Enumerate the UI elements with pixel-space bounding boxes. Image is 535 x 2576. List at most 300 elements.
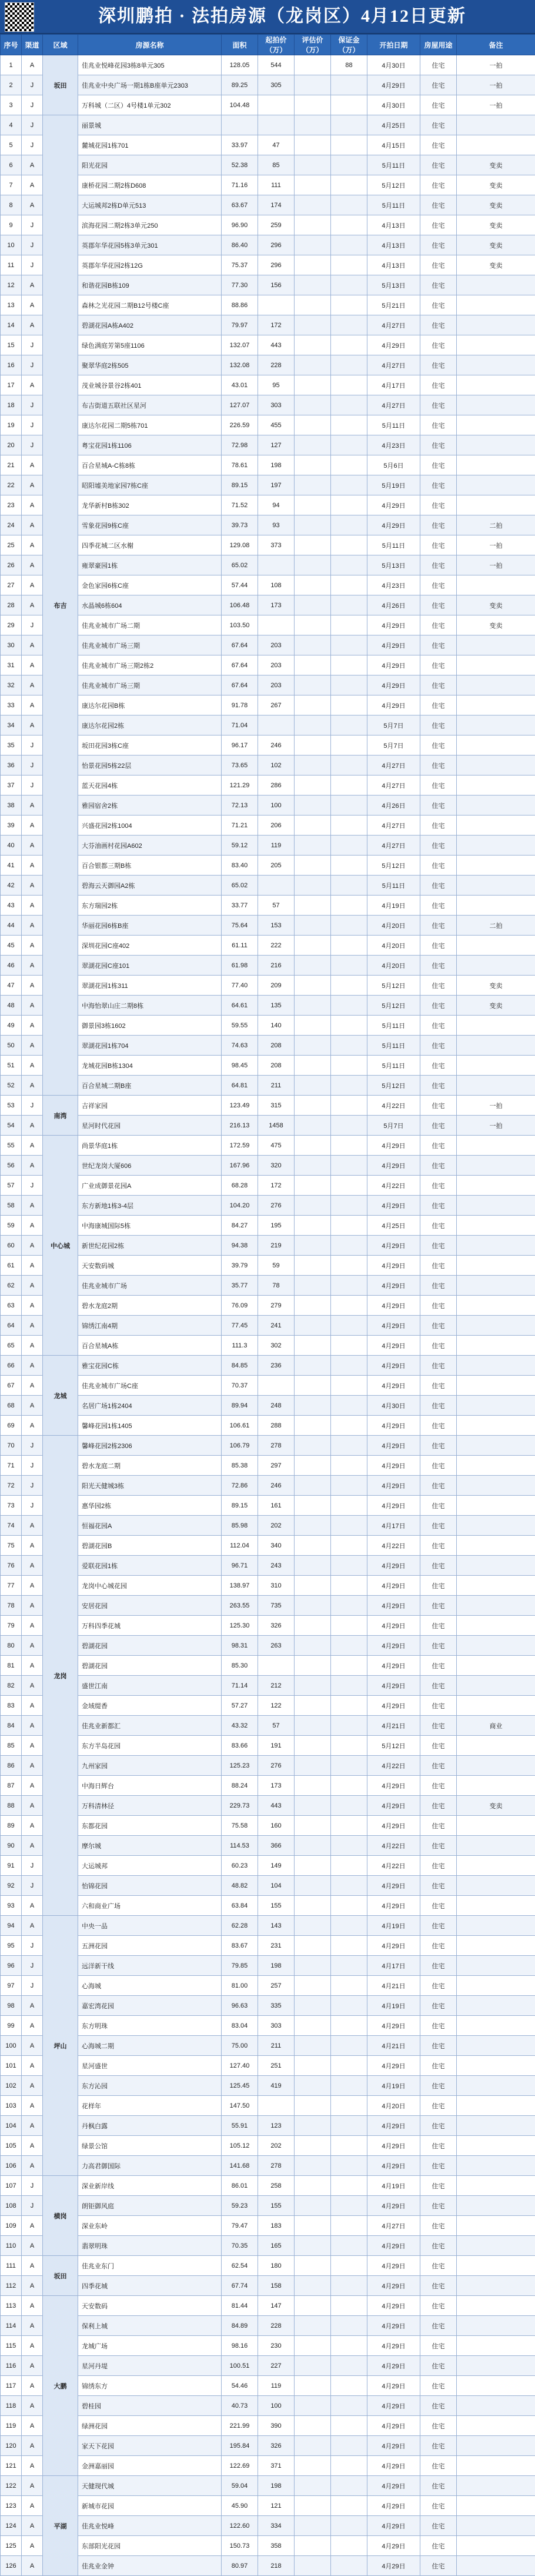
property-use-cell: 住宅 bbox=[420, 2516, 457, 2536]
property-name-cell[interactable]: 盛世江南 bbox=[78, 1676, 222, 1696]
property-use-cell: 住宅 bbox=[420, 1296, 457, 1316]
property-use-cell: 住宅 bbox=[420, 735, 457, 756]
channel-cell: A bbox=[22, 315, 43, 335]
row-index-cell: 47 bbox=[1, 976, 22, 996]
property-name-cell[interactable]: 翠湖花园1栋704 bbox=[78, 1036, 222, 1056]
property-name-cell[interactable]: 佳兆业城市广场C座 bbox=[78, 1376, 222, 1396]
property-name-cell[interactable]: 深业东岭 bbox=[78, 2216, 222, 2236]
property-name-cell[interactable]: 摩尔城 bbox=[78, 1836, 222, 1856]
property-name-cell[interactable]: 深圳花园C座402 bbox=[78, 936, 222, 956]
channel-cell: J bbox=[22, 415, 43, 435]
appraisal-price-cell bbox=[295, 2356, 331, 2376]
auction-date-cell: 4月23日 bbox=[367, 435, 420, 455]
auction-date-cell: 4月20日 bbox=[367, 916, 420, 936]
auction-date-cell: 4月29日 bbox=[367, 1676, 420, 1696]
property-name-cell[interactable]: 吉祥家园 bbox=[78, 1096, 222, 1116]
property-name-cell[interactable]: 金色家园6栋C座 bbox=[78, 575, 222, 595]
appraisal-price-cell bbox=[295, 2556, 331, 2576]
starting-price-cell: 205 bbox=[258, 856, 295, 876]
deposit-cell bbox=[331, 2316, 367, 2336]
area-cell: 105.12 bbox=[222, 2136, 258, 2156]
row-index-cell: 91 bbox=[1, 1856, 22, 1876]
deposit-cell bbox=[331, 1116, 367, 1136]
remark-cell: 一拍 bbox=[457, 95, 535, 115]
property-name-cell[interactable]: 聚翠华庭2栋505 bbox=[78, 355, 222, 375]
property-name-cell[interactable]: 佳兆业城市广场三期 bbox=[78, 675, 222, 695]
table-row bbox=[1, 2536, 535, 2556]
property-name-cell[interactable]: 龙城广场 bbox=[78, 2336, 222, 2356]
property-name-cell[interactable]: 龙岗中心城花园 bbox=[78, 1576, 222, 1596]
property-name-cell[interactable]: 丹枫白露 bbox=[78, 2116, 222, 2136]
remark-cell bbox=[457, 816, 535, 836]
channel-cell: J bbox=[22, 1096, 43, 1116]
property-name-cell[interactable]: 广业成御景花园A bbox=[78, 1176, 222, 1196]
auction-date-cell: 4月29日 bbox=[367, 1936, 420, 1956]
auction-date-cell: 4月27日 bbox=[367, 315, 420, 335]
auction-date-cell: 5月11日 bbox=[367, 195, 420, 215]
property-name-cell[interactable]: 朗钜御风庭 bbox=[78, 2196, 222, 2216]
auction-date-cell: 5月11日 bbox=[367, 876, 420, 896]
property-name-cell[interactable]: 世纪龙岗大厦606 bbox=[78, 1156, 222, 1176]
property-name-cell[interactable]: 雪象花园9栋C座 bbox=[78, 515, 222, 535]
channel-cell: A bbox=[22, 2456, 43, 2476]
property-name-cell[interactable]: 佳兆业悦峰花园3栋8单元305 bbox=[78, 55, 222, 75]
deposit-cell bbox=[331, 1356, 367, 1376]
property-name-cell[interactable]: 深业新岸线 bbox=[78, 2176, 222, 2196]
property-name-cell[interactable]: 昭阳墟美地家园7栋C座 bbox=[78, 475, 222, 495]
remark-cell bbox=[457, 1016, 535, 1036]
starting-price-cell: 297 bbox=[258, 1456, 295, 1476]
row-index-cell: 60 bbox=[1, 1236, 22, 1256]
remark-cell bbox=[457, 1156, 535, 1176]
property-name-cell[interactable]: 碧水龙庭二期 bbox=[78, 1456, 222, 1476]
table-row bbox=[1, 735, 535, 756]
property-name-cell[interactable]: 心海城二期 bbox=[78, 2036, 222, 2056]
property-use-cell: 住宅 bbox=[420, 455, 457, 475]
property-name-cell[interactable]: 东部阳光花园 bbox=[78, 2536, 222, 2556]
property-name-cell[interactable]: 星河盛世 bbox=[78, 2056, 222, 2076]
property-name-cell[interactable]: 馨峰花园2栋2306 bbox=[78, 1436, 222, 1456]
row-index-cell: 74 bbox=[1, 1516, 22, 1536]
deposit-cell: 88 bbox=[331, 55, 367, 75]
property-name-cell[interactable]: 粤宝花园1栋1106 bbox=[78, 435, 222, 455]
region-cell: 布吉 bbox=[43, 115, 78, 1096]
auction-date-cell: 5月11日 bbox=[367, 1016, 420, 1036]
appraisal-price-cell bbox=[295, 1676, 331, 1696]
appraisal-price-cell bbox=[295, 1896, 331, 1916]
auction-date-cell: 4月29日 bbox=[367, 1276, 420, 1296]
property-name-cell[interactable]: 天健现代城 bbox=[78, 2476, 222, 2496]
property-name-cell[interactable]: 心海城 bbox=[78, 1976, 222, 1996]
property-name-cell[interactable]: 大芬油画村花园A602 bbox=[78, 836, 222, 856]
starting-price-cell: 203 bbox=[258, 675, 295, 695]
remark-cell bbox=[457, 1736, 535, 1756]
property-name-cell[interactable]: 百合星城A栋 bbox=[78, 1336, 222, 1356]
property-name-cell[interactable]: 碧湖花园B bbox=[78, 1536, 222, 1556]
property-name-cell[interactable]: 万科四季花城 bbox=[78, 1616, 222, 1636]
property-name-cell[interactable]: 水晶城6栋604 bbox=[78, 595, 222, 615]
property-use-cell: 住宅 bbox=[420, 75, 457, 95]
appraisal-price-cell bbox=[295, 1296, 331, 1316]
area-cell: 125.45 bbox=[222, 2076, 258, 2096]
auction-date-cell: 4月20日 bbox=[367, 936, 420, 956]
row-index-cell: 122 bbox=[1, 2476, 22, 2496]
property-name-cell[interactable]: 康达尔花园B栋 bbox=[78, 695, 222, 715]
remark-cell bbox=[457, 1136, 535, 1156]
appraisal-price-cell bbox=[295, 1556, 331, 1576]
deposit-cell bbox=[331, 575, 367, 595]
property-name-cell[interactable]: 雍翠豪园1栋 bbox=[78, 555, 222, 575]
property-name-cell[interactable]: 和谐花园B栋109 bbox=[78, 275, 222, 295]
area-cell: 70.35 bbox=[222, 2236, 258, 2256]
area-cell: 63.67 bbox=[222, 195, 258, 215]
appraisal-price-cell bbox=[295, 1456, 331, 1476]
channel-cell: J bbox=[22, 776, 43, 796]
area-cell: 89.25 bbox=[222, 75, 258, 95]
table-row bbox=[1, 896, 535, 916]
property-name-cell[interactable]: 蓝天花园4栋 bbox=[78, 776, 222, 796]
property-name-cell[interactable]: 翠湖花园C座101 bbox=[78, 956, 222, 976]
property-name-cell[interactable]: 远洋新干线 bbox=[78, 1956, 222, 1976]
property-name-cell[interactable]: 布吉街道五联社区星河 bbox=[78, 395, 222, 415]
property-name-cell[interactable]: 新城市花园 bbox=[78, 2496, 222, 2516]
property-name-cell[interactable]: 恒福花园A bbox=[78, 1516, 222, 1536]
region-cell: 龙城 bbox=[43, 1356, 78, 1436]
property-name-cell[interactable]: 东方半岛花园 bbox=[78, 1736, 222, 1756]
property-name-cell[interactable]: 天安数码 bbox=[78, 2296, 222, 2316]
auction-date-cell: 5月12日 bbox=[367, 1736, 420, 1756]
appraisal-price-cell bbox=[295, 735, 331, 756]
property-use-cell: 住宅 bbox=[420, 335, 457, 355]
area-cell: 71.14 bbox=[222, 1676, 258, 1696]
property-name-cell[interactable]: 万科清林径 bbox=[78, 1796, 222, 1816]
property-name-cell[interactable]: 怡锦花园 bbox=[78, 1876, 222, 1896]
auction-date-cell: 5月11日 bbox=[367, 415, 420, 435]
auction-date-cell: 4月29日 bbox=[367, 655, 420, 675]
property-name-cell[interactable]: 保利上城 bbox=[78, 2316, 222, 2336]
auction-date-cell: 4月22日 bbox=[367, 1176, 420, 1196]
area-cell: 94.38 bbox=[222, 1236, 258, 1256]
table-row bbox=[1, 2096, 535, 2116]
property-name-cell[interactable]: 英郡年华花园5栋3单元301 bbox=[78, 235, 222, 255]
row-index-cell: 116 bbox=[1, 2356, 22, 2376]
property-name-cell[interactable]: 东方瑞园2栋 bbox=[78, 896, 222, 916]
area-cell: 77.45 bbox=[222, 1316, 258, 1336]
property-name-cell[interactable]: 兴盛花园2栋1004 bbox=[78, 816, 222, 836]
property-name-cell[interactable]: 滨海花园二期2栋3单元250 bbox=[78, 215, 222, 235]
table-row bbox=[1, 2236, 535, 2256]
channel-cell: A bbox=[22, 1316, 43, 1336]
remark-cell: 一拍 bbox=[457, 1116, 535, 1136]
channel-cell: J bbox=[22, 1856, 43, 1876]
deposit-cell bbox=[331, 1076, 367, 1096]
deposit-cell bbox=[331, 1256, 367, 1276]
auction-date-cell: 5月11日 bbox=[367, 1036, 420, 1056]
appraisal-price-cell bbox=[295, 1136, 331, 1156]
property-name-cell[interactable]: 爱联花园1栋 bbox=[78, 1556, 222, 1576]
row-index-cell: 13 bbox=[1, 295, 22, 315]
property-name-cell[interactable]: 中央一品 bbox=[78, 1916, 222, 1936]
auction-date-cell: 4月17日 bbox=[367, 375, 420, 395]
property-name-cell[interactable]: 碧湖花园 bbox=[78, 1636, 222, 1656]
property-name-cell[interactable]: 绿洲花园 bbox=[78, 2416, 222, 2436]
column-header: 房源名称 bbox=[78, 35, 222, 55]
property-name-cell[interactable]: 碧湖花园 bbox=[78, 1656, 222, 1676]
remark-cell bbox=[457, 1656, 535, 1676]
deposit-cell bbox=[331, 1556, 367, 1576]
appraisal-price-cell bbox=[295, 1436, 331, 1456]
property-use-cell: 住宅 bbox=[420, 1956, 457, 1976]
property-name-cell[interactable]: 碧海云天御园A2栋 bbox=[78, 876, 222, 896]
column-header: 评估价（万） bbox=[295, 35, 331, 55]
property-name-cell[interactable]: 万科城（二区）4号楼1单元302 bbox=[78, 95, 222, 115]
property-name-cell[interactable]: 尚景华庭1栋 bbox=[78, 1136, 222, 1156]
property-name-cell[interactable]: 佳兆业城市广场三期 bbox=[78, 635, 222, 655]
auction-date-cell: 4月29日 bbox=[367, 1456, 420, 1476]
starting-price-cell: 195 bbox=[258, 1216, 295, 1236]
property-name-cell[interactable]: 怡景花园5栋22层 bbox=[78, 756, 222, 776]
property-name-cell[interactable]: 英郡年华花园2栋12G bbox=[78, 255, 222, 275]
starting-price-cell: 155 bbox=[258, 2196, 295, 2216]
deposit-cell bbox=[331, 2416, 367, 2436]
property-name-cell[interactable]: 东方沁园 bbox=[78, 2076, 222, 2096]
row-index-cell: 7 bbox=[1, 175, 22, 195]
property-name-cell[interactable]: 东都花园 bbox=[78, 1816, 222, 1836]
property-name-cell[interactable]: 五洲花园 bbox=[78, 1936, 222, 1956]
area-cell: 89.15 bbox=[222, 1496, 258, 1516]
property-name-cell[interactable]: 雅宝花园C栋 bbox=[78, 1356, 222, 1376]
property-name-cell[interactable]: 华丽花园6栋B座 bbox=[78, 916, 222, 936]
property-name-cell[interactable]: 阳光花园 bbox=[78, 155, 222, 175]
row-index-cell: 19 bbox=[1, 415, 22, 435]
remark-cell bbox=[457, 1536, 535, 1556]
auction-date-cell: 4月27日 bbox=[367, 2216, 420, 2236]
appraisal-price-cell bbox=[295, 816, 331, 836]
starting-price-cell: 259 bbox=[258, 215, 295, 235]
property-name-cell[interactable]: 六和商业广场 bbox=[78, 1896, 222, 1916]
property-name-cell[interactable]: 佳兆业中央广场一期1栋B座单元2303 bbox=[78, 75, 222, 95]
table-row bbox=[1, 2256, 535, 2276]
area-cell: 76.09 bbox=[222, 1296, 258, 1316]
property-name-cell[interactable]: 康达尔花园2栋 bbox=[78, 715, 222, 735]
appraisal-price-cell bbox=[295, 1216, 331, 1236]
property-name-cell[interactable]: 金洲嘉丽园 bbox=[78, 2456, 222, 2476]
row-index-cell: 84 bbox=[1, 1716, 22, 1736]
auction-date-cell: 5月7日 bbox=[367, 1116, 420, 1136]
region-cell: 南湾 bbox=[43, 1096, 78, 1136]
deposit-cell bbox=[331, 1536, 367, 1556]
property-name-cell[interactable]: 锦绣东方 bbox=[78, 2376, 222, 2396]
area-cell: 98.45 bbox=[222, 1056, 258, 1076]
deposit-cell bbox=[331, 135, 367, 155]
starting-price-cell: 183 bbox=[258, 2216, 295, 2236]
channel-cell: J bbox=[22, 615, 43, 635]
property-name-cell[interactable]: 花样年 bbox=[78, 2096, 222, 2116]
property-name-cell[interactable]: 百合星城A-C栋8栋 bbox=[78, 455, 222, 475]
remark-cell bbox=[457, 1776, 535, 1796]
property-name-cell[interactable]: 佳兆业悦峰 bbox=[78, 2516, 222, 2536]
remark-cell bbox=[457, 495, 535, 515]
appraisal-price-cell bbox=[295, 375, 331, 395]
property-name-cell[interactable]: 百合星城二期B座 bbox=[78, 1076, 222, 1096]
remark-cell bbox=[457, 2376, 535, 2396]
property-name-cell[interactable]: 锦绣江南4期 bbox=[78, 1316, 222, 1336]
area-cell bbox=[222, 115, 258, 135]
property-name-cell[interactable]: 馨峰花园1栋1405 bbox=[78, 1416, 222, 1436]
property-name-cell[interactable]: 星河时代花园 bbox=[78, 1116, 222, 1136]
property-name-cell[interactable]: 御景园3栋1602 bbox=[78, 1016, 222, 1036]
starting-price-cell: 147 bbox=[258, 2296, 295, 2316]
property-name-cell[interactable]: 麓城花园1栋701 bbox=[78, 135, 222, 155]
property-name-cell[interactable]: 力高君御国际 bbox=[78, 2156, 222, 2176]
property-name-cell[interactable]: 丽景城 bbox=[78, 115, 222, 135]
row-index-cell: 18 bbox=[1, 395, 22, 415]
starting-price-cell: 165 bbox=[258, 2236, 295, 2256]
property-name-cell[interactable]: 坂田花园3栋C座 bbox=[78, 735, 222, 756]
table-row bbox=[1, 1856, 535, 1876]
table-row bbox=[1, 135, 535, 155]
property-name-cell[interactable]: 名居广场1栋2404 bbox=[78, 1396, 222, 1416]
property-use-cell: 住宅 bbox=[420, 1556, 457, 1576]
property-name-cell[interactable]: 碧湖花园A栋A402 bbox=[78, 315, 222, 335]
appraisal-price-cell bbox=[295, 235, 331, 255]
table-row bbox=[1, 1816, 535, 1836]
property-name-cell[interactable]: 佳兆业金钟 bbox=[78, 2556, 222, 2576]
table-row bbox=[1, 2376, 535, 2396]
row-index-cell: 110 bbox=[1, 2236, 22, 2256]
table-row bbox=[1, 1976, 535, 1996]
deposit-cell bbox=[331, 375, 367, 395]
row-index-cell: 89 bbox=[1, 1816, 22, 1836]
column-header: 房屋用途 bbox=[420, 35, 457, 55]
deposit-cell bbox=[331, 1776, 367, 1796]
appraisal-price-cell bbox=[295, 856, 331, 876]
table-row bbox=[1, 1876, 535, 1896]
deposit-cell bbox=[331, 2556, 367, 2576]
row-index-cell: 75 bbox=[1, 1536, 22, 1556]
remark-cell bbox=[457, 2456, 535, 2476]
property-name-cell[interactable]: 东方新地1栋3-4层 bbox=[78, 1196, 222, 1216]
deposit-cell bbox=[331, 2496, 367, 2516]
property-name-cell[interactable]: 家天下花园 bbox=[78, 2436, 222, 2456]
property-use-cell: 住宅 bbox=[420, 1336, 457, 1356]
property-name-cell[interactable]: 四季花城 bbox=[78, 2276, 222, 2296]
table-row bbox=[1, 1276, 535, 1296]
property-name-cell[interactable]: 中海怡翠山庄二期8栋 bbox=[78, 996, 222, 1016]
property-name-cell[interactable]: 中海日辉台 bbox=[78, 1776, 222, 1796]
property-name-cell[interactable]: 百合银都三期B栋 bbox=[78, 856, 222, 876]
property-name-cell[interactable]: 天安数码城 bbox=[78, 1256, 222, 1276]
property-use-cell: 住宅 bbox=[420, 1936, 457, 1956]
appraisal-price-cell bbox=[295, 1616, 331, 1636]
deposit-cell bbox=[331, 956, 367, 976]
row-index-cell: 65 bbox=[1, 1336, 22, 1356]
appraisal-price-cell bbox=[295, 615, 331, 635]
appraisal-price-cell bbox=[295, 2016, 331, 2036]
starting-price-cell: 286 bbox=[258, 776, 295, 796]
property-name-cell[interactable]: 绿景公馆 bbox=[78, 2136, 222, 2156]
auction-date-cell: 4月29日 bbox=[367, 2276, 420, 2296]
appraisal-price-cell bbox=[295, 1956, 331, 1976]
property-name-cell[interactable]: 森林之光花园二期B12号楼C座 bbox=[78, 295, 222, 315]
property-name-cell[interactable]: 金域缇香 bbox=[78, 1696, 222, 1716]
property-name-cell[interactable]: 阳光天健城3栋 bbox=[78, 1476, 222, 1496]
property-name-cell[interactable]: 大运城邦 bbox=[78, 1856, 222, 1876]
property-use-cell: 住宅 bbox=[420, 215, 457, 235]
table-row bbox=[1, 2116, 535, 2136]
starting-price-cell: 85 bbox=[258, 155, 295, 175]
property-name-cell[interactable]: 雅园宿舍2栋 bbox=[78, 796, 222, 816]
qr-code-icon bbox=[5, 2, 34, 32]
starting-price-cell: 248 bbox=[258, 1396, 295, 1416]
property-name-cell[interactable]: 九州家园 bbox=[78, 1756, 222, 1776]
deposit-cell bbox=[331, 75, 367, 95]
remark-cell bbox=[457, 675, 535, 695]
property-name-cell[interactable]: 星河丹堤 bbox=[78, 2356, 222, 2376]
property-name-cell[interactable]: 龙城花园B栋1304 bbox=[78, 1056, 222, 1076]
channel-cell: A bbox=[22, 1396, 43, 1416]
property-name-cell[interactable]: 大运城邦2栋D单元513 bbox=[78, 195, 222, 215]
property-name-cell[interactable]: 佳兆业东门 bbox=[78, 2256, 222, 2276]
remark-cell bbox=[457, 2136, 535, 2156]
table-row bbox=[1, 2016, 535, 2036]
property-name-cell[interactable]: 佳兆业新都汇 bbox=[78, 1716, 222, 1736]
starting-price-cell: 243 bbox=[258, 1556, 295, 1576]
appraisal-price-cell bbox=[295, 355, 331, 375]
property-name-cell[interactable]: 绿色满庭芳第5座1106 bbox=[78, 335, 222, 355]
property-name-cell[interactable]: 四季花城二区水榭 bbox=[78, 535, 222, 555]
property-name-cell[interactable]: 茂业城谷景谷2栋401 bbox=[78, 375, 222, 395]
appraisal-price-cell bbox=[295, 695, 331, 715]
property-name-cell[interactable]: 碧桂园 bbox=[78, 2396, 222, 2416]
remark-cell bbox=[457, 2356, 535, 2376]
appraisal-price-cell bbox=[295, 1496, 331, 1516]
property-name-cell[interactable]: 安居花园 bbox=[78, 1596, 222, 1616]
property-name-cell[interactable]: 龙华新村B栋302 bbox=[78, 495, 222, 515]
property-name-cell[interactable]: 康达尔花园二期5栋701 bbox=[78, 415, 222, 435]
property-name-cell[interactable]: 康桥花园二期2栋D608 bbox=[78, 175, 222, 195]
auction-date-cell: 5月12日 bbox=[367, 976, 420, 996]
property-name-cell[interactable]: 碧水龙庭2期 bbox=[78, 1296, 222, 1316]
auction-date-cell: 5月12日 bbox=[367, 996, 420, 1016]
property-use-cell: 住宅 bbox=[420, 1056, 457, 1076]
row-index-cell: 25 bbox=[1, 535, 22, 555]
property-name-cell[interactable]: 东方明珠 bbox=[78, 2016, 222, 2036]
row-index-cell: 70 bbox=[1, 1436, 22, 1456]
property-name-cell[interactable]: 中海康城国际5栋 bbox=[78, 1216, 222, 1236]
property-name-cell[interactable]: 佳兆业城市广场三期2栋2 bbox=[78, 655, 222, 675]
property-name-cell[interactable]: 惠华园2栋 bbox=[78, 1496, 222, 1516]
property-name-cell[interactable]: 嘉宏湾花园 bbox=[78, 1996, 222, 2016]
table-row bbox=[1, 1456, 535, 1476]
property-name-cell[interactable]: 佳兆业城市广场二期 bbox=[78, 615, 222, 635]
deposit-cell bbox=[331, 695, 367, 715]
page-title: 深圳鹏拍 · 法拍房源（龙岗区）4月12日更新 bbox=[41, 0, 523, 33]
property-name-cell[interactable]: 翠湖花园1栋311 bbox=[78, 976, 222, 996]
property-name-cell[interactable]: 翡翠明珠 bbox=[78, 2236, 222, 2256]
property-use-cell: 住宅 bbox=[420, 355, 457, 375]
channel-cell: A bbox=[22, 1356, 43, 1376]
channel-cell: A bbox=[22, 1776, 43, 1796]
table-row bbox=[1, 1696, 535, 1716]
remark-cell bbox=[457, 1596, 535, 1616]
remark-cell bbox=[457, 375, 535, 395]
row-index-cell: 101 bbox=[1, 2056, 22, 2076]
auction-date-cell: 4月22日 bbox=[367, 1536, 420, 1556]
channel-cell: A bbox=[22, 555, 43, 575]
property-name-cell[interactable]: 佳兆业城市广场 bbox=[78, 1276, 222, 1296]
property-name-cell[interactable]: 新世纪花园2栋 bbox=[78, 1236, 222, 1256]
